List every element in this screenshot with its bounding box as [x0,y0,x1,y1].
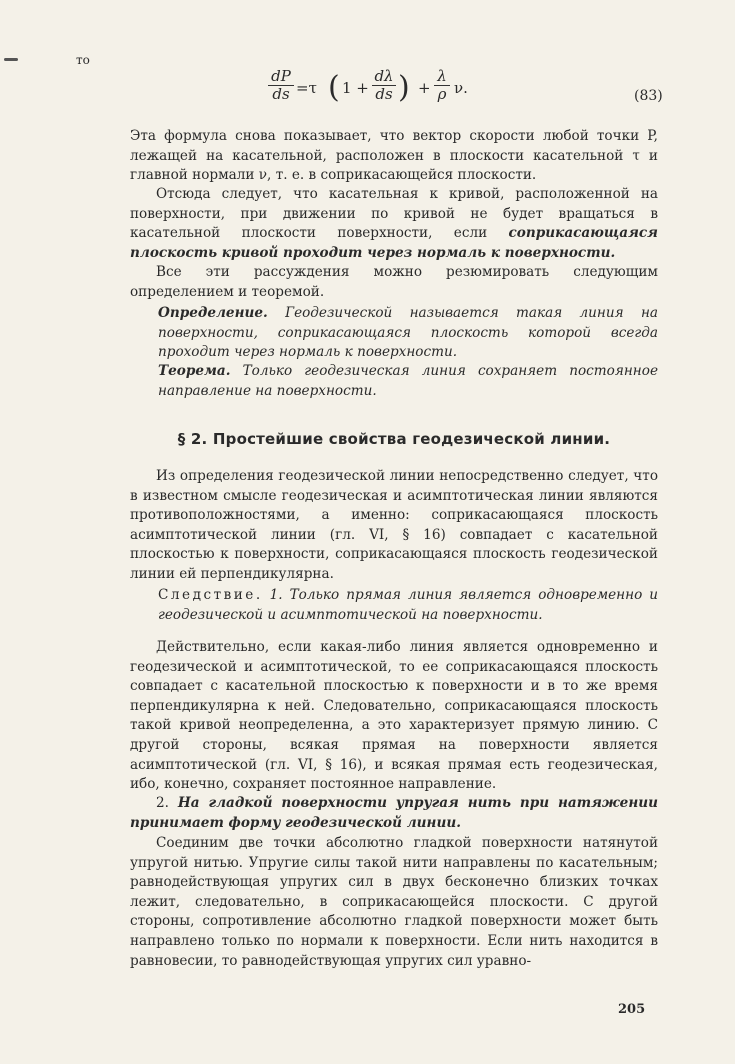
theorem-label: Теорема. [158,363,231,379]
fraction-denominator: ds [372,85,396,103]
fraction-numerator: dP [271,67,291,85]
paragraph-5: Действительно, если какая-либо линия является одновременно и геодезической и асимптотической, то ее соприкасающаяся плоскость совпадает с касательной плоскостью к поверхности и в то же время перпендикулярна к ней. Следовательно, соприкасающаяся плоскость такой кривой неопределенна, а это характеризует прямую линию. С другой стороны, всякая прямая на поверхности является асимптотической (гл. VI, § 16), и всякая прямая есть геодезическая, ибо, конечно, сохраняет постоянное направление. [130,639,658,793]
plus-sign: + [418,79,431,97]
equation-number: (83) [634,88,663,104]
nu-vector: ν. [454,79,468,97]
fraction-denominator: ρ [434,85,450,103]
paragraph-6: Соединим две точки абсолютно гладкой поверхности натянутой упругой нитью. Упругие силы такой нити направлены по касательным; равнодействующая упругих сил в двух бесконечно близких точках лежит, следовательно, в соприкасающейся плоскости. С другой стороны, сопротивление абсолютно гладкой поверхности может быть направлено только по нормали к поверхности. Если нить находится в равновесии, то равнодействующая упругих сил уравно- [130,835,658,969]
formula-83 [268,68,668,112]
one-plus: 1 + [342,79,369,97]
margin-mark [4,58,18,61]
fraction-dP-ds [268,68,294,103]
paragraph-2-text: Отсюда следует, что касательная к кривой, расположенной на поверхности, при движении по кривой не будет вращаться в касательной плоскости поверхности, если [130,186,658,242]
corollary-label: Следствие. [158,587,263,603]
equals-tau: =τ [296,79,317,97]
page-number: 205 [618,1002,646,1017]
left-paren: ( [328,70,340,105]
definition-block [158,304,658,363]
right-paren: ) [398,70,410,105]
paragraph-2-emphasis: соприкасающаяся плоскость кривой проходит через нормаль к поверхности. [130,225,658,261]
fraction-lambda-rho [434,68,450,103]
theorem-text: Только геодезическая линия сохраняет постоянное направление на поверхности. [158,363,658,399]
paragraph-3: Все эти рассуждения можно резюмировать следующим определением и теоремой. [130,264,658,300]
definition-label: Определение. [158,305,268,321]
fraction-denominator: ds [268,85,294,103]
paragraph-1: Эта формула снова показывает, что вектор скорости любой точки P, лежащей на касательной, расположен в плоскости касательной τ и главной нормали ν, т. е. в соприкасающейся плоскости. [130,128,658,184]
fraction-numerator: λ [437,67,447,85]
item-2 [130,794,658,833]
section-heading: § 2. Простейшие свойства геодезической линии. [177,430,611,448]
item-2-text: На гладкой поверхности упругая нить при натяжении принимает форму геодезической линии. [130,795,658,831]
definition-text: Геодезической называется такая линия на поверхности, соприкасающаяся плоскость которой всегда проходит через нормаль к поверхности. [158,305,658,361]
intro-word: то [76,53,90,67]
theorem-block [158,362,658,401]
paragraph-4: Из определения геодезической линии непосредственно следует, что в известном смысле геодезическая и асимптотическая линии являются противоположностями, а именно: соприкасающаяся плоскость асимптотической линии (гл. VI, § 16) совпадает с касательной плоскостью к поверхности, соприкасающаяся плоскость геодезической линии ей перпендикулярна. [130,468,658,582]
corollary-block [158,586,658,625]
fraction-numerator: dλ [374,67,394,85]
item-2-number: 2. [156,795,169,811]
corollary-text: 1. Только прямая линия является одновременно и геодезической и асимптотической на поверхности. [158,587,658,623]
paragraph-2 [130,185,658,263]
fraction-dl-ds [372,68,396,103]
